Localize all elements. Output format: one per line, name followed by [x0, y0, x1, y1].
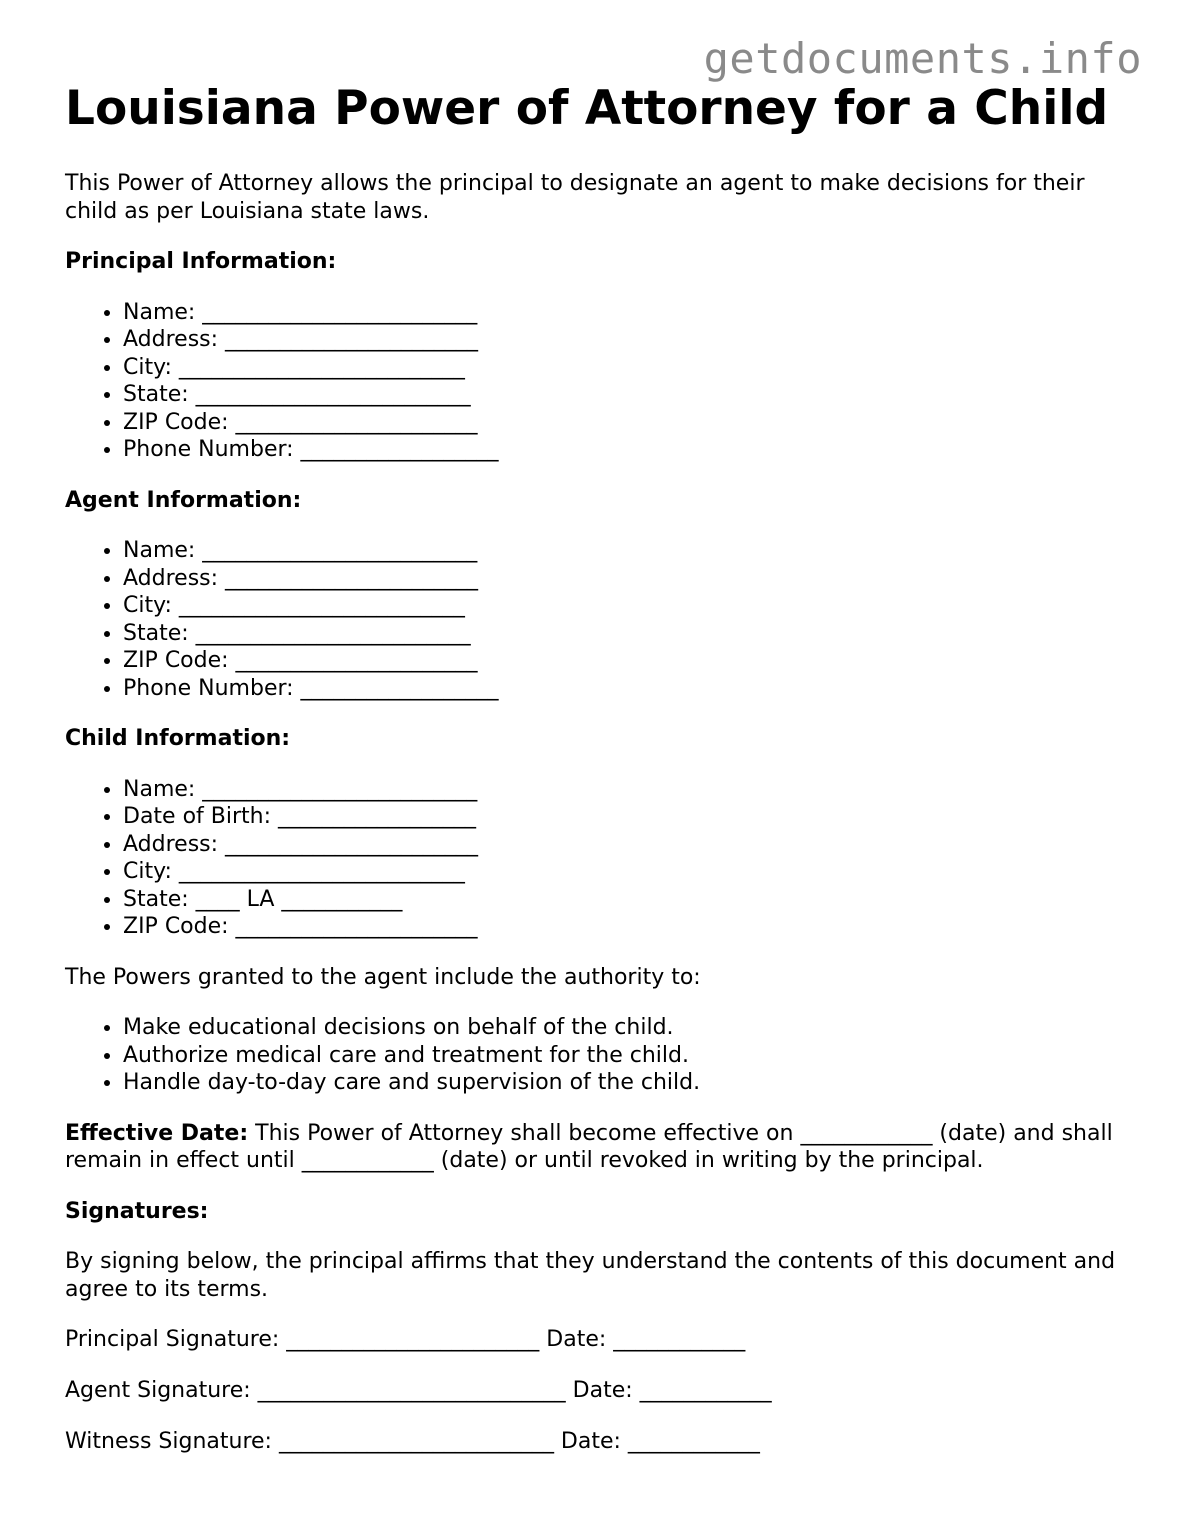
agent-heading: Agent Information:	[65, 487, 302, 513]
child-zip-field: • ZIP Code: ______________________	[123, 913, 1125, 941]
principal-fields	[65, 299, 1125, 464]
child-dob-field: • Date of Birth: __________________	[123, 803, 1125, 831]
child-state-field: • State: ____ LA ___________	[123, 886, 1125, 914]
principal-zip-field: • ZIP Code: ______________________	[123, 409, 1125, 437]
agent-state-field: • State: _________________________	[123, 620, 1125, 648]
agent-phone-field: • Phone Number: __________________	[123, 675, 1125, 703]
child-fields	[65, 776, 1125, 941]
signatures-heading: Signatures:	[65, 1198, 209, 1224]
principal-name-field: • Name: _________________________	[123, 299, 1125, 327]
principal-address-field: • Address: _______________________	[123, 326, 1125, 354]
child-address-field: • Address: _______________________	[123, 831, 1125, 859]
power-educational: • Make educational decisions on behalf of the child.	[123, 1014, 1125, 1042]
powers-list	[65, 1014, 1125, 1097]
principal-heading: Principal Information:	[65, 249, 337, 274]
witness-signature-line: Witness Signature: _________________________ Date: ____________	[65, 1429, 760, 1454]
agent-zip-field: • ZIP Code: ______________________	[123, 647, 1125, 675]
principal-signature-line: Principal Signature: _______________________ Date: ____________	[65, 1327, 746, 1352]
agent-name-field: • Name: _________________________	[123, 537, 1125, 565]
effective-date-paragraph	[65, 1120, 1125, 1175]
powers-intro: The Powers granted to the agent include the authority to:	[65, 964, 701, 990]
effective-date-text: This Power of Attorney shall become effective on ____________ (date) and shall remain in effect until ____________ (date) or until revoked in writing by the principal.	[65, 1120, 1113, 1173]
principal-city-field: • City: __________________________	[123, 354, 1125, 382]
power-medical: • Authorize medical care and treatment for the child.	[123, 1042, 1125, 1070]
agent-signature-line: Agent Signature: ____________________________ Date: ____________	[65, 1378, 772, 1403]
child-name-field: • Name: _________________________	[123, 776, 1125, 804]
intro-paragraph: This Power of Attorney allows the principal to designate an agent to make decisions for their child as per Louisiana state laws.	[65, 171, 1085, 224]
agent-fields	[65, 537, 1125, 702]
watermark: getdocuments.info	[703, 34, 1142, 83]
document-title: Louisiana Power of Attorney for a Child	[65, 81, 1109, 136]
child-city-field: • City: __________________________	[123, 858, 1125, 886]
principal-state-field: • State: _________________________	[123, 381, 1125, 409]
effective-date-label: Effective Date:	[65, 1120, 249, 1146]
principal-phone-field: • Phone Number: __________________	[123, 436, 1125, 464]
child-heading: Child Information:	[65, 726, 291, 751]
power-daily-care: • Handle day-to-day care and supervision of the child.	[123, 1069, 1125, 1097]
signatures-affirmation: By signing below, the principal affirms that they understand the contents of this document and agree to its terms.	[65, 1249, 1116, 1302]
agent-city-field: • City: __________________________	[123, 592, 1125, 620]
agent-address-field: • Address: _______________________	[123, 565, 1125, 593]
document-body	[65, 170, 1125, 1479]
